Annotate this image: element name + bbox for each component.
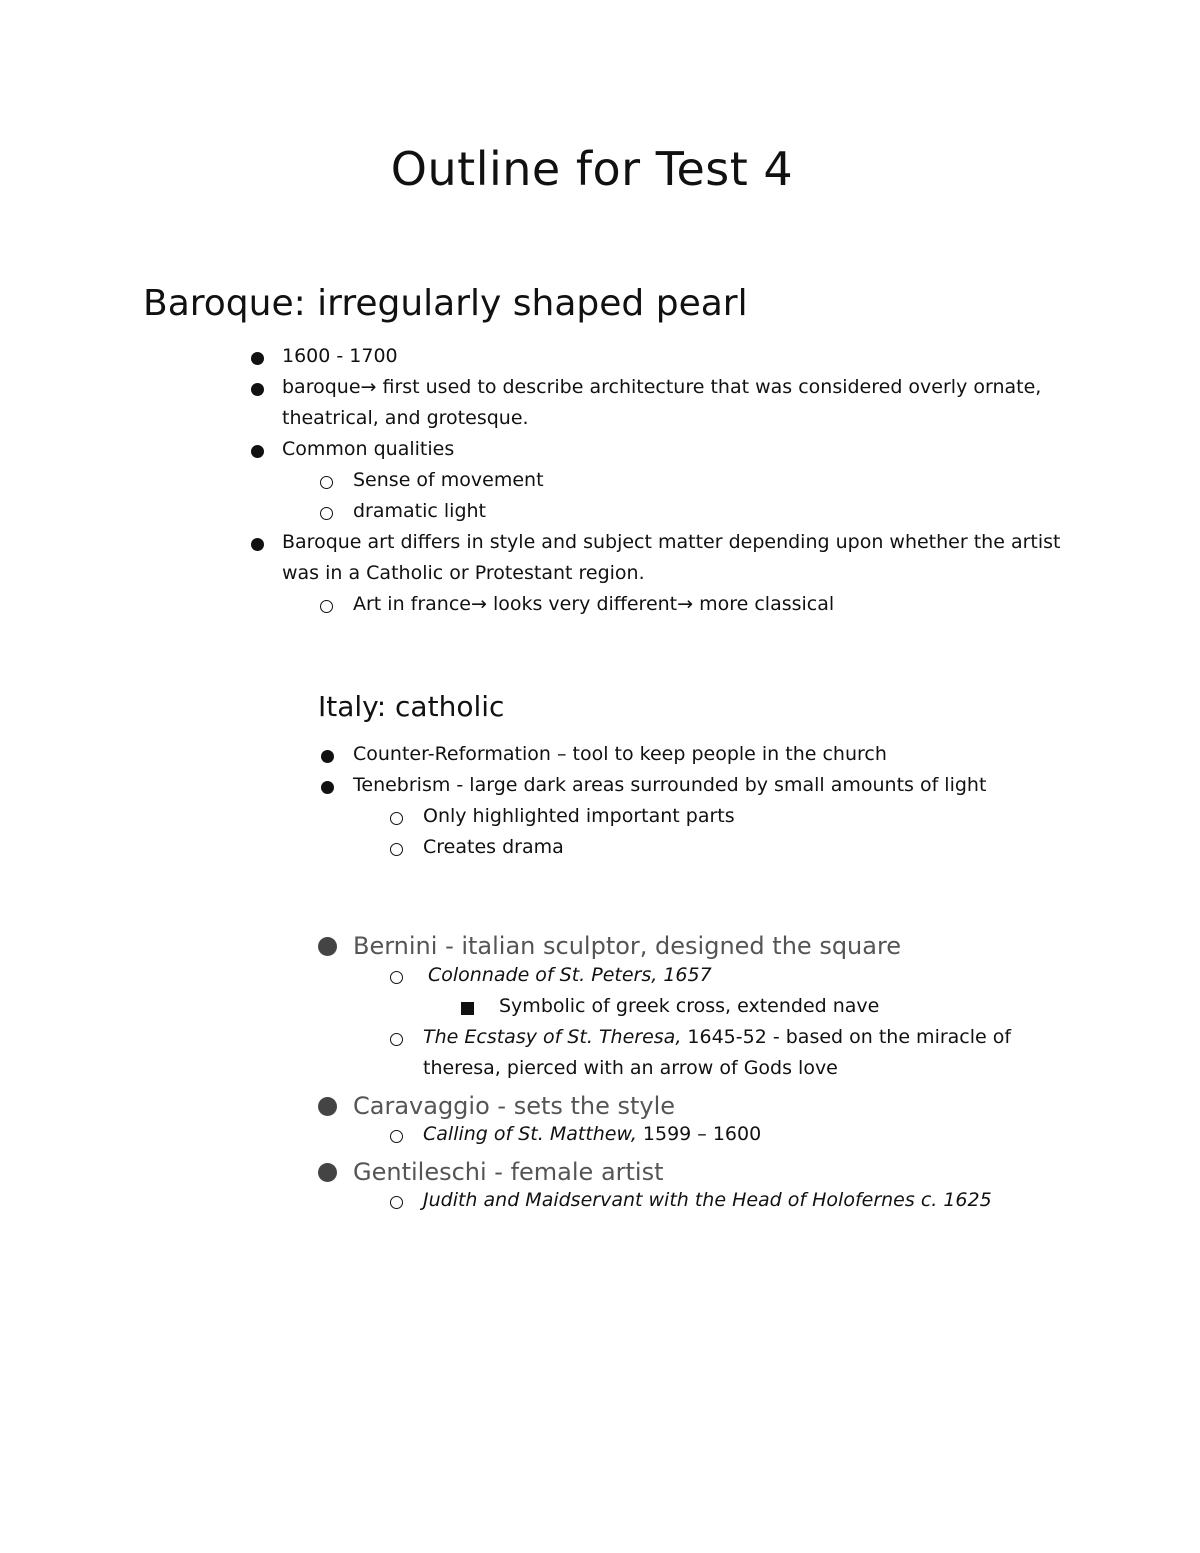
bullet-circle-icon [390,1196,403,1209]
bullet-circle-icon [390,812,403,825]
bullet-disc-icon [251,352,264,365]
bullet-disc-icon [251,383,264,396]
bullet-disc-icon [321,750,334,763]
bullet-circle-icon [390,843,403,856]
bullet-circle-icon [390,1033,403,1046]
bullet-disc-icon [318,937,337,956]
list-item: baroque→ first used to describe architecture that was considered overly ornate, [282,376,1042,398]
bullet-square-icon [461,1002,474,1015]
bullet-circle-icon [320,476,333,489]
sub-list-item: Only highlighted important parts [423,805,735,827]
artist-heading-caravaggio: Caravaggio - sets the style [353,1092,676,1120]
artwork-title: Colonnade of St. Peters, 1657 [428,964,712,986]
bullet-disc-icon [251,538,264,551]
bullet-circle-icon [390,1130,403,1143]
list-item: Tenebrism - large dark areas surrounded by small amounts of light [353,774,987,796]
list-item-continuation: was in a Catholic or Protestant region. [282,562,645,584]
sub-list-item: dramatic light [353,500,486,522]
artist-heading-gentileschi: Gentileschi - female artist [353,1158,664,1186]
sub-list-item: Art in france→ looks very different→ more classical [353,593,835,615]
artist-heading-bernini: Bernini - italian sculptor, designed the square [353,932,902,960]
artwork-date: 1599 – 1600 [636,1123,762,1145]
section-heading-baroque: Baroque: irregularly shaped pearl [143,283,748,324]
sub-list-item [423,1119,761,1150]
sub-list-item [423,1022,1011,1053]
list-item: Counter-Reformation – tool to keep people in the church [353,743,887,765]
sub-sub-list-item: Symbolic of greek cross, extended nave [499,995,880,1017]
artwork-description: 1645-52 - based on the miracle of [681,1026,1012,1048]
bullet-circle-icon [320,507,333,520]
bullet-disc-icon [321,781,334,794]
list-item: Baroque art differs in style and subject matter depending upon whether the artist [282,531,1061,553]
sub-list-item: Creates drama [423,836,564,858]
bullet-disc-icon [251,445,264,458]
bullet-circle-icon [390,971,403,984]
artwork-title: Calling of St. Matthew, [423,1123,637,1145]
artwork-title: Judith and Maidservant with the Head of Holofernes c. 1625 [423,1189,992,1211]
bullet-disc-icon [318,1163,337,1182]
sub-list-item: Sense of movement [353,469,544,491]
bullet-disc-icon [318,1097,337,1116]
list-item: Common qualities [282,438,455,460]
list-item-continuation: theatrical, and grotesque. [282,407,529,429]
sub-list-item-continuation: theresa, pierced with an arrow of Gods love [423,1057,838,1079]
page-title: Outline for Test 4 [390,142,794,196]
artwork-title: The Ecstasy of St. Theresa, [423,1026,682,1048]
subsection-heading-italy: Italy: catholic [318,690,505,723]
bullet-circle-icon [320,600,333,613]
list-item: 1600 - 1700 [282,345,398,367]
